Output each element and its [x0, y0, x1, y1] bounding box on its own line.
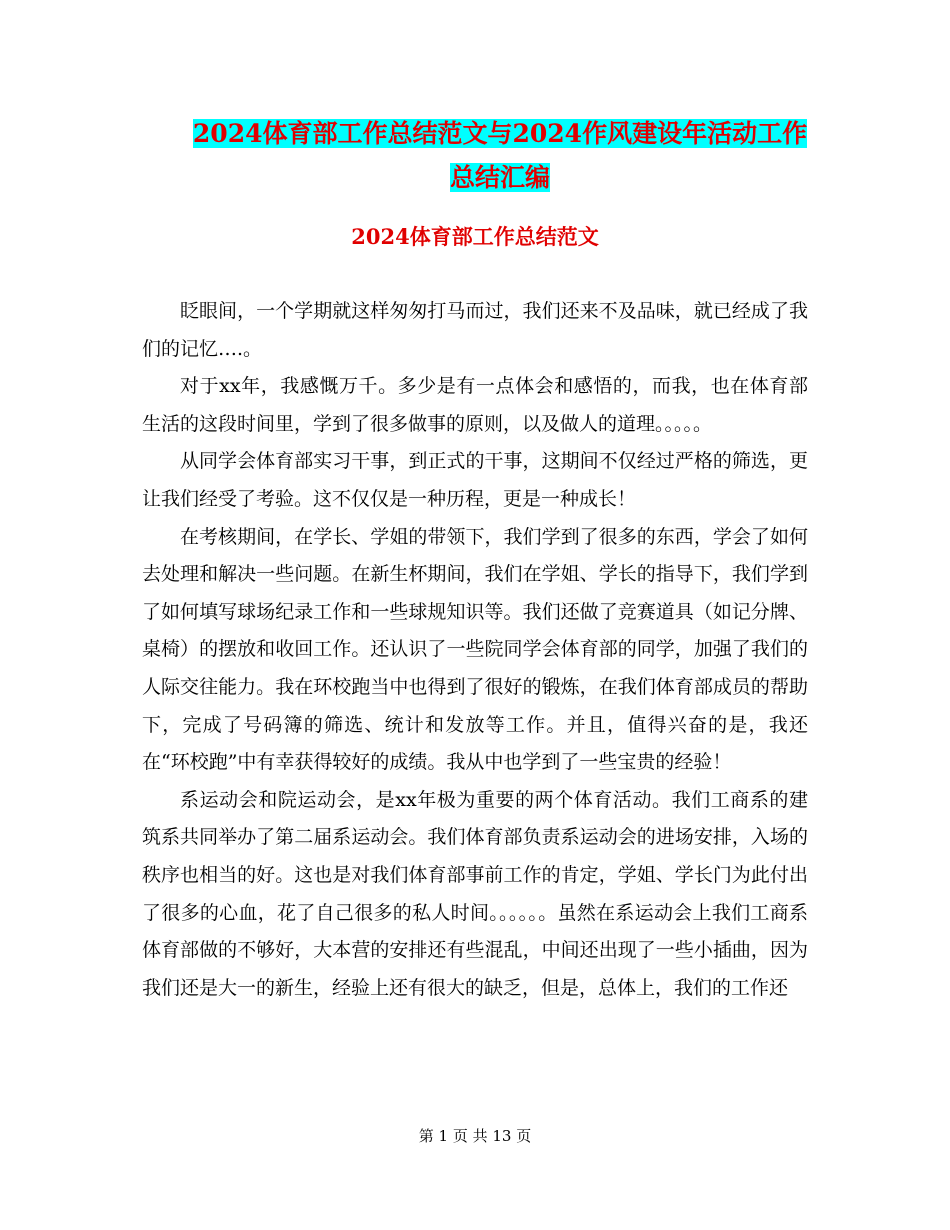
- paragraph: 在考核期间，在学长、学姐的带领下，我们学到了很多的东西，学会了如何去处理和解决一些问题。在新生杯期间，我们在学姐、学长的指导下，我们学到了如何填写球场纪录工作和一些球规知识等。我们还做了竞赛道具（如记分牌、桌椅）的摆放和收回工作。还认识了一些院同学会体育部的同学，加强了我们的人际交往能力。我在环校跑当中也得到了很好的锻炼，在我们体育部成员的帮助下，完成了号码簿的筛选、统计和发放等工作。并且，值得兴奋的是，我还在“环校跑”中有幸获得较好的成绩。我从中也学到了一些宝贵的经验！: [142, 525, 808, 774]
- document-title-line-1: 2024体育部工作总结范文与2024作风建设年活动工作: [192, 119, 808, 148]
- paragraph: 系运动会和院运动会，是xx年极为重要的两个体育活动。我们工商系的建筑系共同举办了第二届系运动会。我们体育部负责系运动会的进场安排，入场的秩序也相当的好。这也是对我们体育部事前工作的肯定，学姐、学长门为此付出了很多的心血，花了自己很多的私人时间。。。。。。虽然在系运动会上我们工商系体育部做的不够好，大本营的安排还有些混乱，中间还出现了一些小插曲，因为我们还是大一的新生，经验上还有很大的缺乏，但是，总体上，我们的工作还: [142, 788, 808, 999]
- page-footer: 第 1 页 共 13 页: [418, 1127, 532, 1145]
- paragraph: 眨眼间，一个学期就这样匆匆打马而过，我们还来不及品味，就已经成了我们的记忆….。: [142, 300, 808, 360]
- document-title: [140, 112, 860, 200]
- paragraph: 对于xx年，我感慨万千。多少是有一点体会和感悟的，而我，也在体育部生活的这段时间里，学到了很多做事的原则，以及做人的道理。。。。。: [142, 375, 808, 435]
- paragraph: 从同学会体育部实习干事，到正式的干事，这期间不仅经过严格的筛选，更让我们经受了考验。这不仅仅是一种历程，更是一种成长！: [142, 450, 808, 510]
- section-title: 2024体育部工作总结范文: [351, 224, 599, 249]
- document-body: [142, 293, 808, 1007]
- document-title-line-2: 总结汇编: [449, 163, 550, 192]
